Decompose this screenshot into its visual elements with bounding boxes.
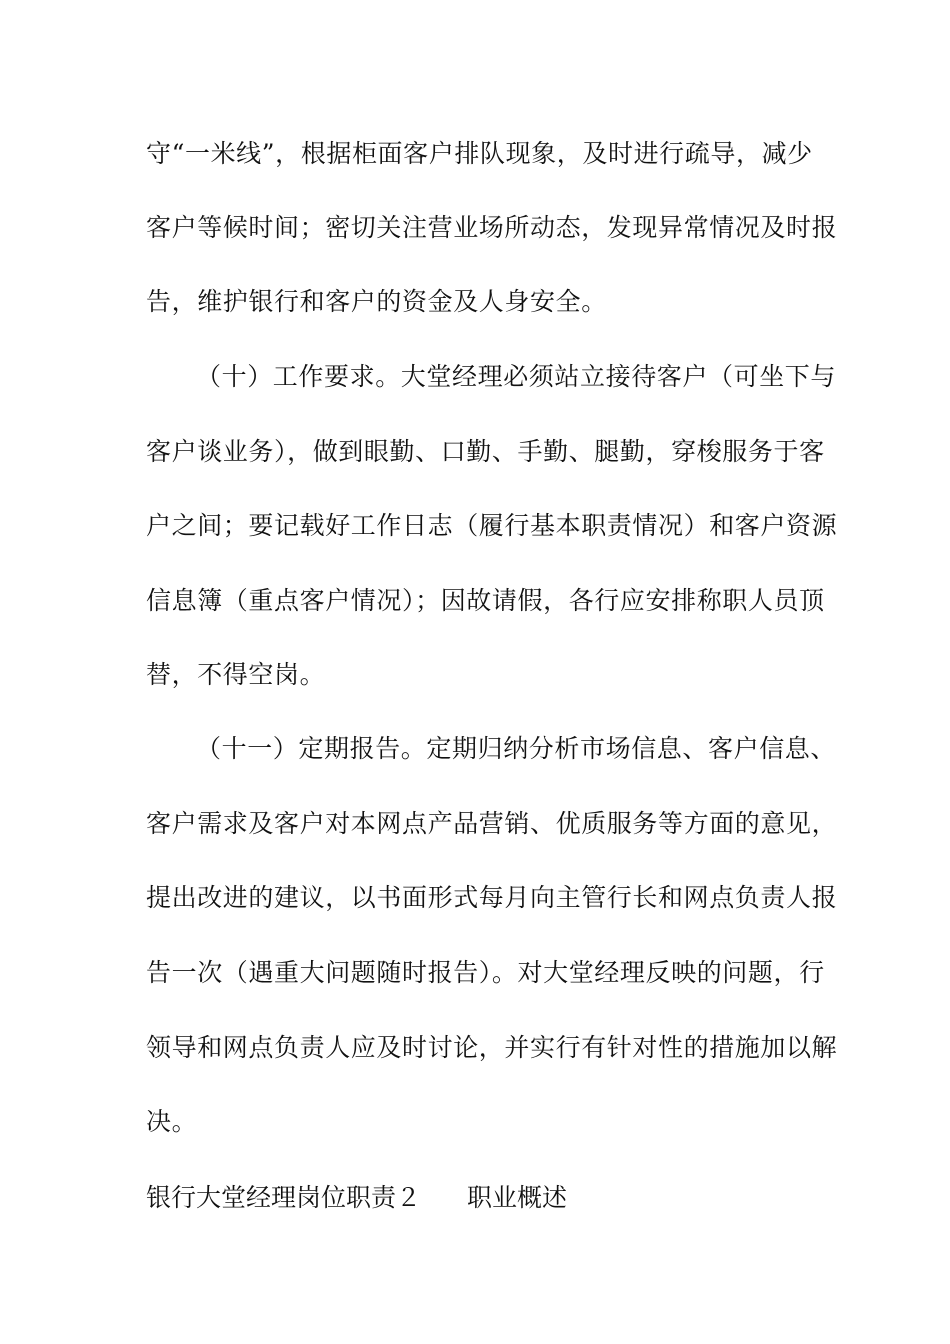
text-line: 告一次（遇重大问题随时报告）。对大堂经理反映的问题，行 [146,958,825,987]
text-line: 领导和网点负责人应及时讨论，并实行有针对性的措施加以解 [146,1033,838,1062]
text-line: （十一）定期报告。定期归纳分析市场信息、客户信息、 [196,734,837,763]
text-line: （十）工作要求。大堂经理必须站立接待客户（可坐下与 [196,362,837,391]
text-line: 决。 [146,1107,198,1136]
text-line: 提出改进的建议，以书面形式每月向主管行长和网点负责人报 [146,883,838,912]
text-line: 户之间；要记载好工作日志（履行基本职责情况）和客户资源 [146,511,838,540]
section-subtitle: 职业概述 [467,1183,568,1212]
text-line: 客户谈业务），做到眼勤、口勤、手勤、腿勤，穿梭服务于客 [146,437,825,466]
section-heading [146,1182,567,1214]
text-line: 信息簿（重点客户情况）；因故请假，各行应安排称职人员顶 [146,586,825,615]
text-line: 客户等候时间；密切关注营业场所动态，发现异常情况及时报 [146,213,838,242]
text-line: 客户需求及客户对本网点产品营销、优质服务等方面的意见， [146,809,838,838]
section-title: 银行大堂经理岗位职责２ [146,1183,422,1212]
text-line: 替，不得空岗。 [146,660,326,689]
text-line: 告，维护银行和客户的资金及人身安全。 [146,287,607,316]
text-line: 守“一米线”，根据柜面客户排队现象，及时进行疏导，减少 [146,139,813,168]
